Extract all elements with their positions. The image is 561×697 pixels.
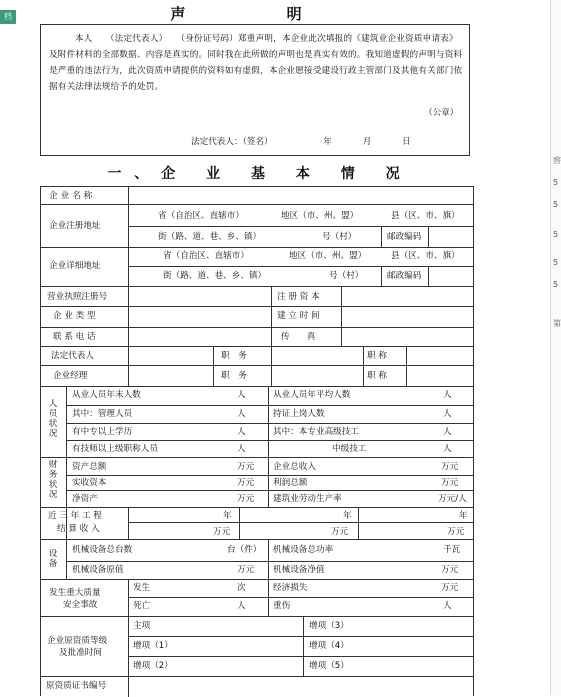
unit-wan: 万元: [447, 527, 465, 537]
unit-wan: 万元: [441, 462, 459, 472]
ent-type-label: 企 业 类 型: [53, 311, 96, 321]
edge-mark: 5: [553, 230, 559, 239]
unit-wan: 万元: [331, 527, 349, 537]
staff-year-end: 从业人员年末人数: [72, 390, 141, 400]
unit-year: 年: [343, 511, 352, 521]
reg-province: 省（自治区、直辖市）: [158, 211, 244, 221]
reg-address-label: 企业注册地址: [49, 221, 101, 231]
legal-rep-title: 职 称: [367, 351, 387, 361]
unit-year: 年: [223, 511, 232, 521]
reg-county: 县（区、市、旗）: [391, 211, 460, 221]
cert-no-label: 原资质证书编号: [46, 681, 107, 691]
add-item-5: 增项（5）: [309, 661, 349, 671]
grade-label-2: 及批准时间: [59, 648, 102, 658]
labor-rate-label: 建筑业劳动生产率: [273, 494, 342, 504]
signature-line: [191, 135, 439, 147]
unit-wan: 万元: [441, 478, 459, 488]
declaration-box: [40, 24, 470, 156]
equip-section-label: 设备: [48, 549, 58, 569]
machine-original-label: 机械设备原值: [72, 565, 124, 575]
reg-capital-label: 注 册 资 本: [277, 292, 320, 302]
edge-mark: 5: [553, 280, 559, 289]
add-item-1: 增项（1）: [133, 641, 173, 651]
unit-wan: 万元: [441, 565, 459, 575]
reg-number: 号（村）: [322, 232, 357, 242]
legal-rep-position: 职 务: [221, 351, 247, 361]
unit-times: 次: [237, 583, 246, 593]
section-title: 一、企 业 基 本 情 况: [107, 166, 413, 182]
declaration-body: 本人 （法定代表人） （身份证号码）郑重声明，本企业此次填报的《建筑业企业资质申请表》及附件材料的全部数据、内容是真实的。同时我在此所做的声明也是真实有效的。我知道虚假的声明与资料是严重的违法行为，此次资质申请提供的资料如有虚假，本企业愿接受建设行政主管部门及其他有关部门依据有关法律法规给予的处罚。: [49, 34, 463, 92]
detail-county: 县（区、市、旗）: [391, 251, 460, 261]
detail-province: 省（自治区、直辖市）: [163, 251, 249, 261]
certified-label: 持证上岗人数: [273, 409, 325, 419]
paid-capital-label: 实收资本: [72, 478, 107, 488]
reg-region: 地区（市、州、盟）: [281, 211, 359, 221]
machine-count-label: 机械设备总台数: [72, 545, 133, 555]
senior-tech-label: 其中：本专业高级技工: [273, 427, 359, 437]
death-label: 死亡: [133, 601, 151, 611]
finance-section-label: 财务状况: [48, 460, 58, 500]
reg-street: 街（路、道、巷、乡、镇）: [158, 232, 262, 242]
detail-address-label: 企业详细地址: [49, 261, 101, 271]
grade-label-1: 企业原资质等级: [47, 636, 108, 646]
edge-mark: 5: [553, 258, 559, 267]
mid-tech-label: 中级技工: [332, 444, 367, 454]
unit-wan: 万元: [441, 583, 459, 593]
machine-net-label: 机械设备净值: [273, 565, 325, 575]
license-label: 营业执照注册号: [47, 292, 108, 302]
unit-person: 人: [443, 444, 452, 454]
unit-wan: 万元: [213, 527, 231, 537]
unit-kw: 千瓦: [443, 545, 461, 555]
unit-person: 人: [237, 601, 246, 611]
unit-person: 人: [443, 390, 452, 400]
total-income-label: 企业总收入: [273, 462, 316, 472]
legal-rep-label: 法定代表人: [51, 351, 94, 361]
college-label: 有中专以上学历: [72, 427, 133, 437]
unit-person: 人: [237, 390, 246, 400]
occurred-label: 发生: [133, 583, 151, 593]
mid-title-label: 有技师以上级职称人员: [72, 444, 158, 454]
side-tab[interactable]: 档: [0, 10, 16, 24]
year-label: 年: [323, 137, 332, 147]
declaration-title: 声 明: [170, 5, 350, 23]
economic-loss-label: 经济损失: [273, 583, 308, 593]
detail-number: 号（村）: [329, 271, 364, 281]
fax-label: 传 真: [281, 332, 316, 342]
manager-label: 企业经理: [53, 371, 88, 381]
unit-year: 年: [459, 511, 468, 521]
manager-position: 职 务: [221, 371, 247, 381]
injury-label: 重伤: [273, 601, 291, 611]
staff-section-label: 人员状况: [48, 399, 58, 439]
enterprise-info-table: [40, 186, 474, 696]
accident-label-1: 发生重大质量: [49, 588, 101, 598]
detail-postcode-label: 邮政编码: [387, 271, 422, 281]
detail-region: 地区（市、州、盟）: [289, 251, 367, 261]
month-label: 月: [362, 137, 372, 147]
seal-label: （公章）: [424, 108, 459, 118]
machine-power-label: 机械设备总功率: [273, 545, 334, 555]
unit-wan: 万元: [237, 462, 255, 472]
settlement-label: 结 算 收 入: [57, 524, 100, 534]
unit-person: 人: [443, 427, 452, 437]
enterprise-name-label: 企业名称: [49, 191, 96, 201]
add-item-2: 增项（2）: [133, 661, 173, 671]
unit-wan: 万元: [237, 565, 255, 575]
edge-mark: 5: [553, 200, 559, 209]
main-item-label: 主项: [133, 621, 151, 631]
add-item-3: 增项（3）: [309, 621, 349, 631]
phone-label: 联 系 电 话: [53, 332, 96, 342]
reg-postcode-label: 邮政编码: [387, 232, 422, 242]
staff-avg: 从业人员年平均人数: [273, 390, 351, 400]
sign-label: 法定代表人：（签名）: [191, 137, 273, 147]
founded-label: 建 立 时 间: [277, 311, 320, 321]
unit-wan-per: 万元/人: [438, 494, 467, 504]
unit-tai: 台（件）: [227, 545, 262, 555]
manager-title: 职 称: [367, 371, 387, 381]
add-item-4: 增项（4）: [309, 641, 349, 651]
day-label: 日: [402, 137, 411, 147]
unit-wan: 万元: [237, 478, 255, 488]
unit-person: 人: [443, 409, 452, 419]
three-year-label: 近 三 年 工 程: [48, 511, 102, 521]
edge-mark: 窖: [553, 156, 561, 165]
right-scroll-edge[interactable]: [550, 0, 561, 695]
unit-wan: 万元: [237, 494, 255, 504]
net-assets-label: 净资产: [72, 494, 98, 504]
edge-mark: 第: [553, 319, 561, 328]
managers-label: 其中：管理人员: [72, 409, 133, 419]
edge-mark: 5: [553, 178, 559, 187]
accident-label-2: 安全事故: [63, 600, 98, 610]
total-assets-label: 资产总额: [72, 462, 107, 472]
unit-person: 人: [237, 444, 246, 454]
unit-person: 人: [237, 409, 246, 419]
detail-street: 街（路、道、巷、乡、镇）: [163, 271, 267, 281]
total-profit-label: 利润总额: [273, 478, 308, 488]
unit-person: 人: [443, 601, 452, 611]
unit-person: 人: [237, 427, 246, 437]
